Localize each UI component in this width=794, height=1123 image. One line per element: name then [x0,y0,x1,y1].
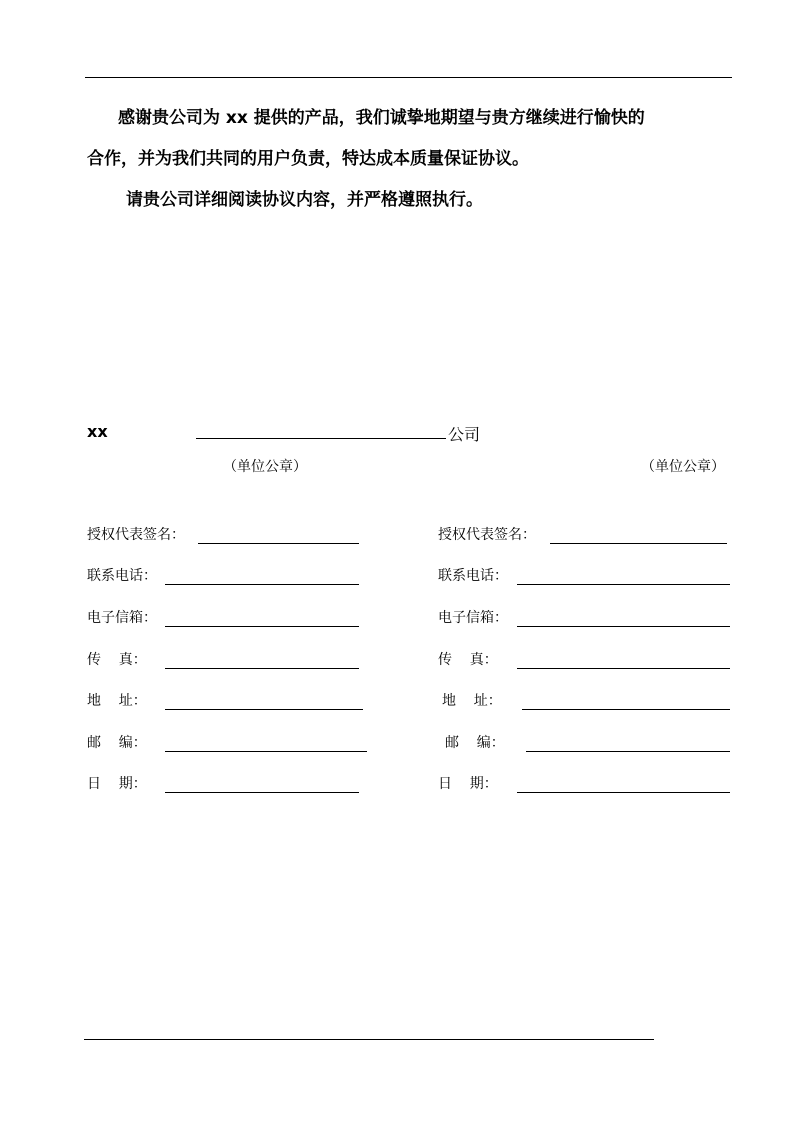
right-postcode-label: 邮 编： [445,735,505,751]
left-phone-field[interactable] [165,584,359,585]
right-fax-label: 传 真： [438,652,498,668]
left-fax-label: 传 真： [87,652,147,668]
company-prefix: xx [87,422,108,441]
right-phone-field[interactable] [517,584,730,585]
right-fax-field[interactable] [517,668,730,669]
right-address-label: 地 址： [442,693,502,709]
right-date-label: 日 期： [438,776,498,792]
intro-line-2: 合作，并为我们共同的用户负责，特达成本质量保证协议。 [87,149,529,169]
intro-line-1: 感谢贵公司为 xx 提供的产品，我们诚挚地期望与贵方继续进行愉快的 [118,108,645,128]
right-address-field[interactable] [522,709,730,710]
left-date-label: 日 期： [87,776,147,792]
left-address-field[interactable] [165,709,363,710]
company-name-blank [196,438,446,439]
right-signature-field[interactable] [550,543,727,544]
left-email-field[interactable] [165,626,359,627]
company-suffix: 公司 [448,425,481,444]
left-signature-field[interactable] [198,543,359,544]
left-fax-field[interactable] [165,668,359,669]
left-address-label: 地 址： [87,693,147,709]
right-date-field[interactable] [517,792,730,793]
left-date-field[interactable] [165,792,359,793]
left-phone-label: 联系电话： [87,568,157,584]
right-email-field[interactable] [517,626,730,627]
intro-line-3: 请贵公司详细阅读协议内容，并严格遵照执行。 [126,190,483,210]
right-email-label: 电子信箱： [438,610,508,626]
footer-rule [84,1039,654,1040]
left-signature-label: 授权代表签名： [87,527,185,543]
left-postcode-field[interactable] [165,751,367,752]
left-postcode-label: 邮 编： [87,735,147,751]
seal-left: （单位公章） [223,459,307,475]
right-signature-label: 授权代表签名： [438,527,536,543]
right-postcode-field[interactable] [526,751,730,752]
right-phone-label: 联系电话： [438,568,508,584]
header-rule [85,77,732,78]
left-email-label: 电子信箱： [87,610,157,626]
seal-right: （单位公章） [641,459,725,475]
